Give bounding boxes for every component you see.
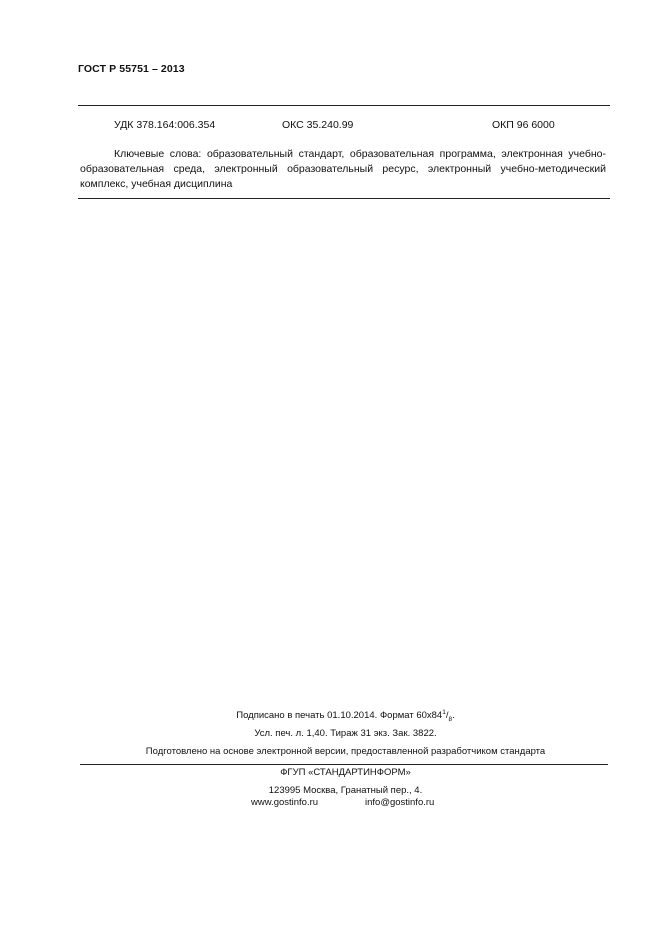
imprint-divider bbox=[80, 764, 608, 765]
keywords-block bbox=[80, 147, 606, 192]
signed-line: Подписано в печать 01.10.2014. Формат $60x84^1/_8$. bbox=[236, 709, 455, 724]
udk-code: УДК 378.164:006.354 bbox=[114, 119, 216, 131]
format-numerator: 1 bbox=[442, 709, 446, 716]
okp-code: ОКП 96 6000 bbox=[492, 119, 555, 131]
email-link[interactable]: info@gostinfo.ru bbox=[365, 797, 435, 808]
prepared-note: Подготовлено на основе электронной версии, предоставленной разработчиком стандарта bbox=[145, 746, 546, 757]
top-divider bbox=[78, 105, 610, 106]
signed-suffix: . bbox=[452, 710, 455, 722]
print-info: Усл. печ. л. 1,40. Тираж 31 экз. Зак. 3822. bbox=[254, 728, 437, 739]
website-link[interactable]: www.gostinfo.ru bbox=[251, 797, 319, 808]
format-denominator: 8 bbox=[448, 716, 453, 724]
keywords-text: Ключевые слова: образовательный стандарт, образовательная программа, электронная учебно-образовательная среда, электронный образовательный ресурс, электронный учебно-методический комплекс, учебная дисциплина bbox=[80, 148, 606, 190]
publisher-address: 123995 Москва, Гранатный пер., 4. bbox=[268, 785, 423, 796]
publisher-name: ФГУП «СТАНДАРТИНФОРМ» bbox=[280, 767, 411, 778]
signed-text: Подписано в печать 01.10.2014. Формат 60x84 bbox=[236, 710, 443, 722]
oks-code: ОКС 35.240.99 bbox=[282, 119, 354, 131]
keywords-divider bbox=[78, 198, 610, 199]
standard-number: ГОСТ Р 55751 – 2013 bbox=[78, 63, 185, 75]
